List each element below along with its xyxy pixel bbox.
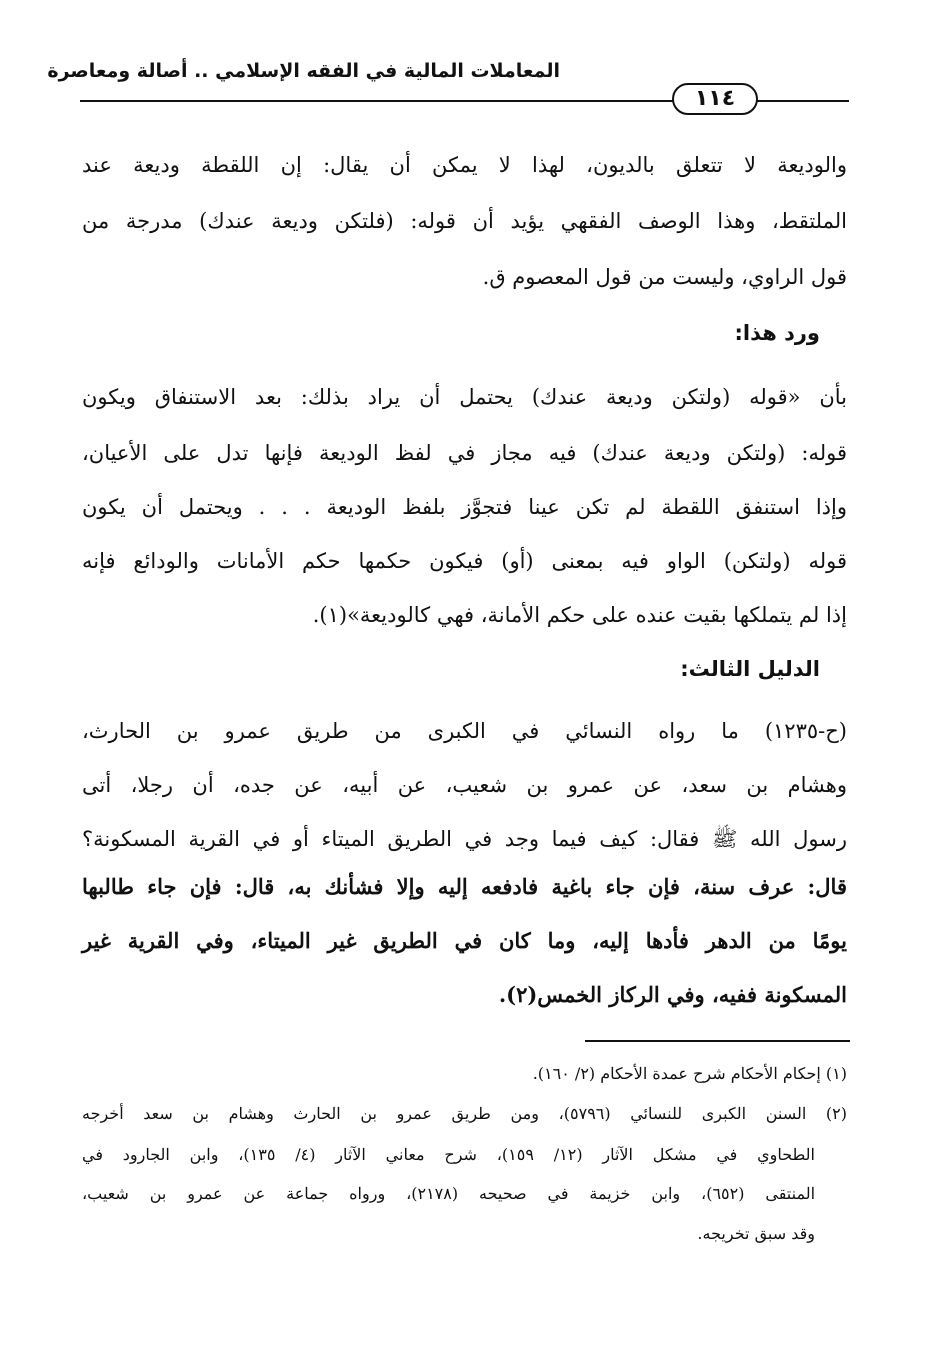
text-line: بأن «قوله (ولتكن وديعة عندك) يحتمل أن يراد بذلك: بعد الاستنفاق ويكون [82, 385, 847, 409]
text-line: رسول الله ﷺ فقال: كيف فيما وجد في الطريق الميتاء أو في القرية المسكونة؟ [82, 827, 848, 851]
text-line: إذا لم يتملكها بقيت عنده على حكم الأمانة، فهي كالوديعة»(١). [312, 603, 847, 627]
text-line: قول الراوي، وليست من قول المعصوم ق. [482, 265, 847, 289]
hadith-text-line: يومًا من الدهر فأدها إليه، وما كان في الطريق غير الميتاء، وفي القرية غير [82, 928, 847, 953]
text-line: قوله (ولتكن) الواو فيه بمعنى (أو) فيكون حكمها حكم الأمانات والودائع فإنه [82, 549, 847, 573]
footnote-2-line: وقد سبق تخريجه. [697, 1224, 815, 1243]
footnote-2-line: الطحاوي في مشكل الآثار (١٢/ ١٥٩)، شرح معاني الآثار (٤/ ١٣٥)، وابن الجارود في [82, 1145, 816, 1164]
footnote-separator [585, 1040, 850, 1042]
reply-heading: ورد هذا: [734, 321, 820, 345]
text-line: قوله: (ولتكن وديعة عندك) فيه مجاز في لفظ الوديعة فإنها تدل على الأعيان، [82, 441, 847, 465]
running-header-title: المعاملات المالية في الفقه الإسلامي .. أصالة ومعاصرة [47, 60, 560, 82]
text-line: وإذا استنفق اللقطة لم تكن عينا فتجوَّز بلفظ الوديعة . . . ويحتمل أن يكون [82, 495, 847, 519]
hadith-text-line: المسكونة ففيه، وفي الركاز الخمس(٢). [498, 982, 847, 1007]
text-line: والوديعة لا تتعلق بالديون، لهذا لا يمكن أن يقال: إن اللقطة وديعة عند [82, 153, 847, 177]
page-number-badge: ١١٤ [672, 83, 758, 115]
hadith-text-line: قال: عرف سنة، فإن جاء باغية فادفعه إليه وإلا فشأنك به، قال: فإن جاء طالبها [82, 874, 847, 899]
text-line: الملتقط، وهذا الوصف الفقهي يؤيد أن قوله: (فلتكن وديعة عندك) مدرجة من [82, 209, 847, 233]
third-evidence-heading: الدليل الثالث: [680, 657, 820, 681]
text-line: وهشام بن سعد، عن عمرو بن شعيب، عن أبيه، عن جده، أن رجلا، أتى [82, 773, 847, 797]
footnote-1: (١) إحكام الأحكام شرح عمدة الأحكام (٢/ ١٦٠). [532, 1064, 847, 1083]
text-line: (ح-١٢٣٥) ما رواه النسائي في الكبرى من طريق عمرو بن الحارث، [82, 719, 847, 743]
footnote-2-line: (٢) السنن الكبرى للنسائي (٥٧٩٦)، ومن طريق عمرو بن الحارث وهشام بن سعد أخرجه [82, 1104, 847, 1123]
footnote-2-line: المنتقى (٦٥٢)، وابن خزيمة في صحيحه (٢١٧٨)، ورواه جماعة عن عمرو بن شعيب، [82, 1184, 816, 1203]
